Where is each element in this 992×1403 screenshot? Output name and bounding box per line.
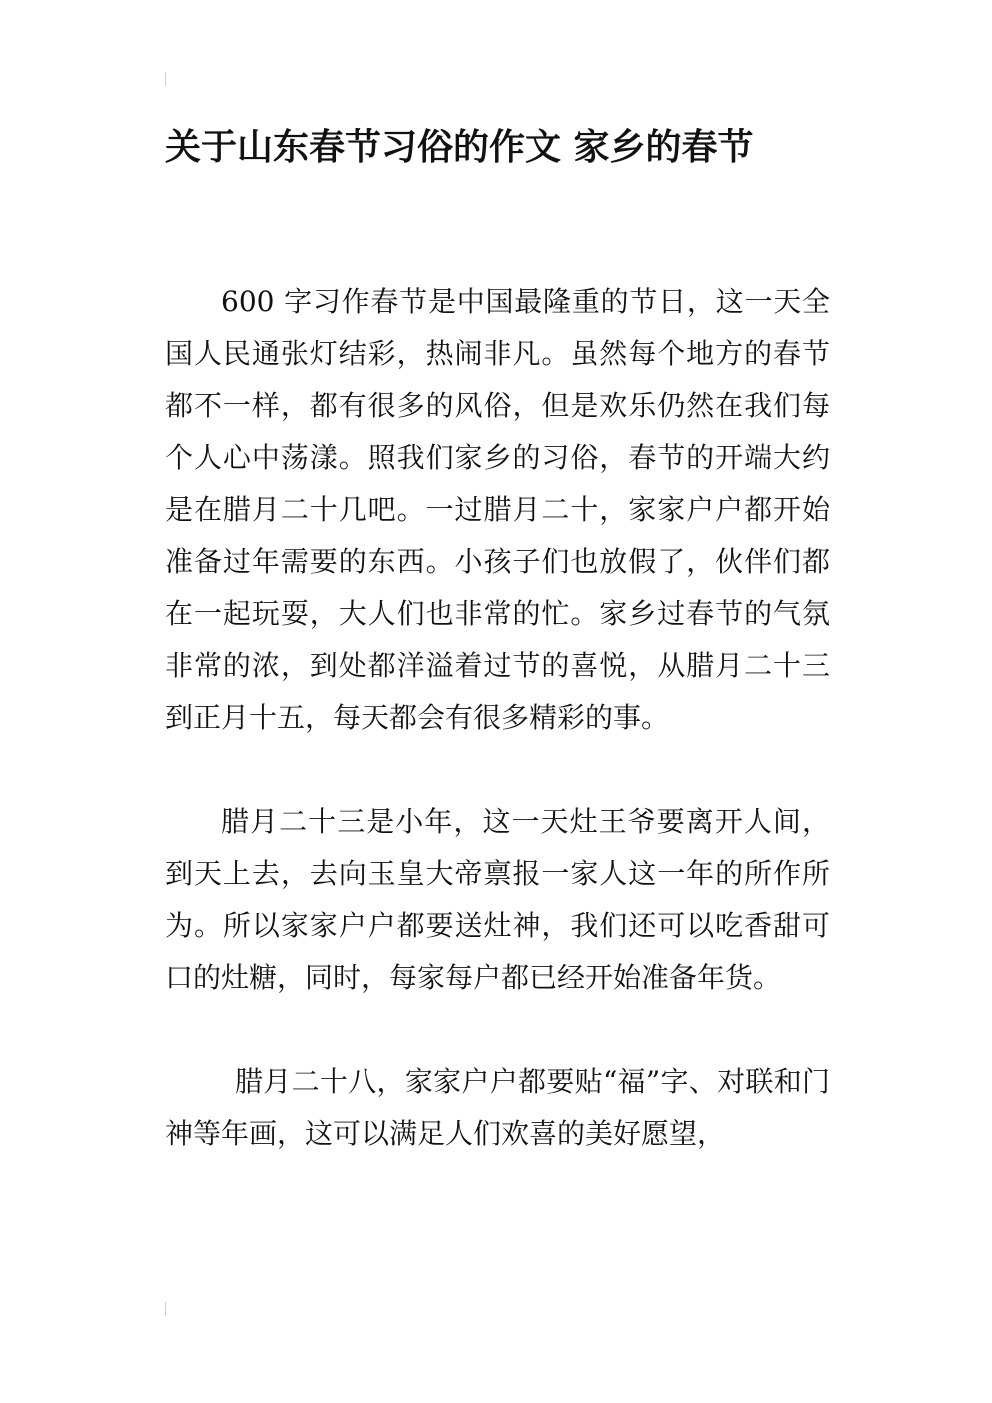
paragraph-1: 600 字习作春节是中国最隆重的节日，这一天全国人民通张灯结彩，热闹非凡。虽然每个地方的春节都不一样，都有很多的风俗，但是欢乐仍然在我们每个人心中荡漾。照我们家乡的习俗，春节的开端大约是在腊月二十几吧。一过腊月二十，家家户户都开始准备过年需要的东西。小孩子们也放假了，伙伴们都在一起玩耍，大人们也非常的忙。家乡过春节的气氛非常的浓，到处都洋溢着过节的喜悦，从腊月二十三到正月十五，每天都会有很多精彩的事。 bbox=[165, 285, 830, 734]
top-margin-mark bbox=[165, 72, 166, 86]
paragraph-2: 腊月二十三是小年，这一天灶王爷要离开人间，到天上去，去向玉皇大帝禀报一家人这一年的所作所为。所以家家户户都要送灶神，我们还可以吃香甜可口的灶糖，同时，每家每户都已经开始准备年货。 bbox=[165, 805, 830, 994]
document-body bbox=[165, 276, 830, 1160]
paragraph-3: 腊月二十八，家家户户都要贴“福”字、对联和门神等年画，这可以满足人们欢喜的美好愿望， bbox=[165, 1065, 830, 1150]
document-title: 关于山东春节习俗的作文 家乡的春节 bbox=[165, 127, 754, 168]
bottom-margin-mark bbox=[165, 1302, 166, 1316]
